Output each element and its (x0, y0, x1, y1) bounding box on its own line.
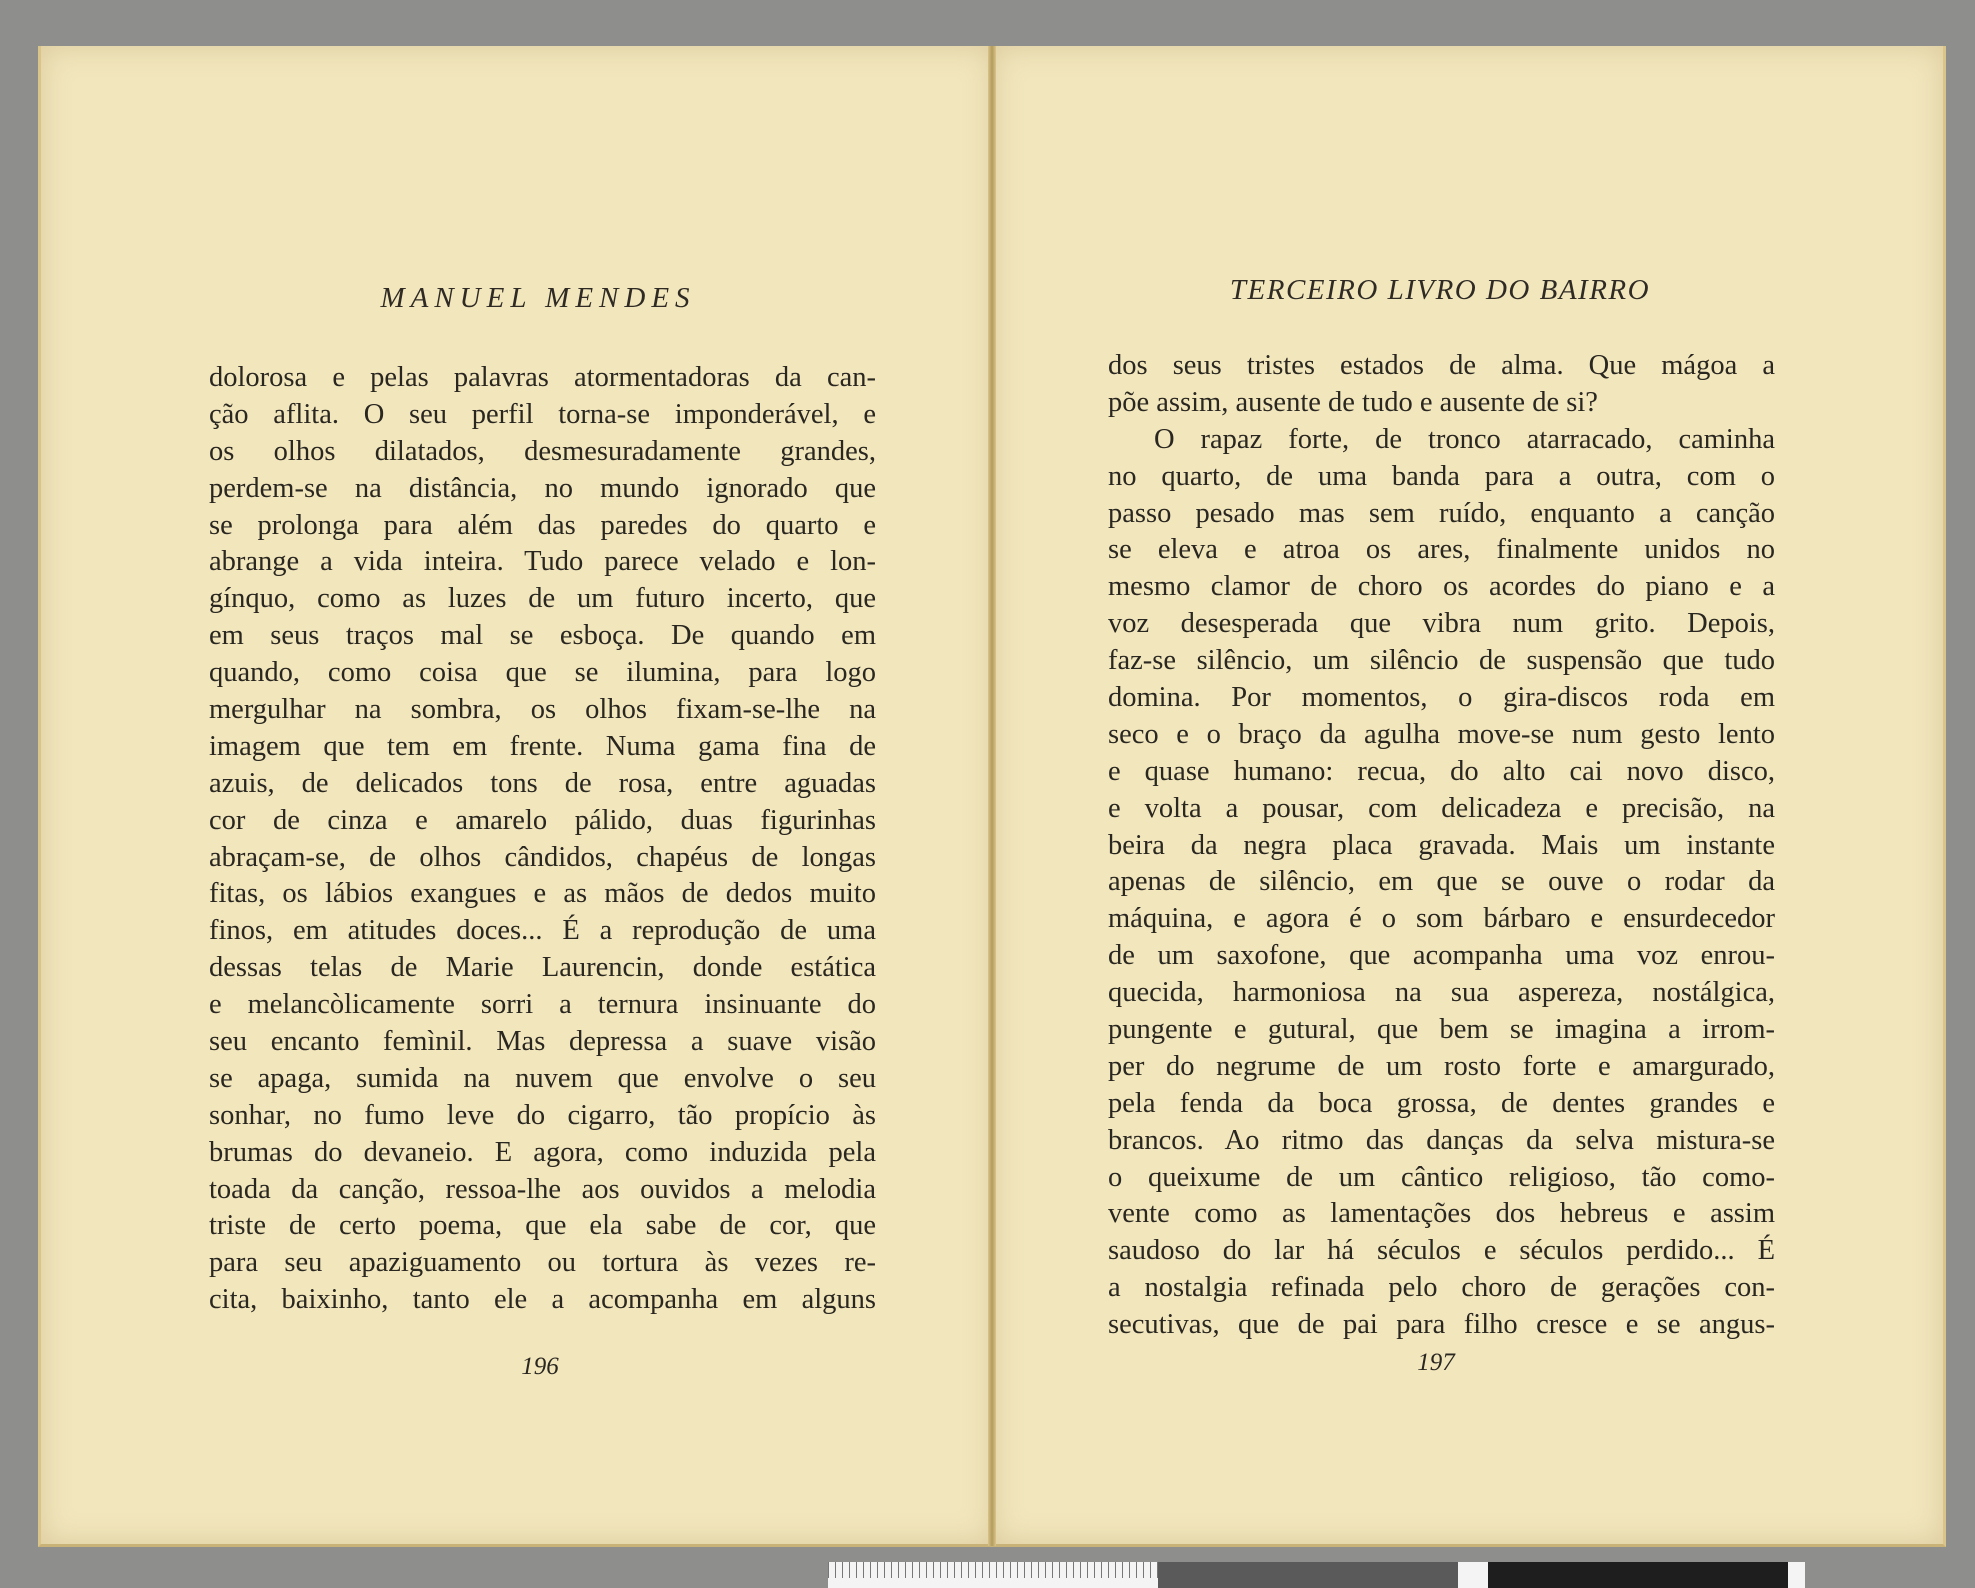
text-line: gínquo, como as luzes de um futuro incerto, que (209, 583, 876, 615)
right-page (993, 46, 1946, 1547)
text-line: finos, em atitudes doces... É a reprodução de uma (209, 915, 876, 947)
text-line: voz desesperada que vibra num grito. Depois, (1108, 608, 1775, 640)
text-line: e volta a pousar, com delicadeza e precisão, na (1108, 792, 1775, 824)
text-line: toada da canção, ressoa-lhe aos ouvidos a melodia (209, 1173, 876, 1205)
text-line: e melancòlicamente sorri a ternura insinuante do (209, 989, 876, 1021)
text-line: vente como as lamentações dos hebreus e assim (1108, 1198, 1775, 1230)
text-line: o queixume de um cântico religioso, tão como- (1108, 1161, 1775, 1193)
text-line: se apaga, sumida na nuvem que envolve o seu (209, 1062, 876, 1094)
text-line: saudoso do lar há séculos e séculos perdido... É (1108, 1235, 1775, 1267)
text-line: abrange a vida inteira. Tudo parece velado e lon- (209, 546, 876, 578)
text-line: per do negrume de um rosto forte e amargurado, (1108, 1050, 1775, 1082)
text-line: mesmo clamor de choro os acordes do piano e a (1108, 571, 1775, 603)
text-line: sonhar, no fumo leve do cigarro, tão propício às (209, 1099, 876, 1131)
text-line: quando, como coisa que se ilumina, para logo (209, 657, 876, 689)
running-head-left: MANUEL MENDES (380, 282, 696, 314)
ruler-gray-block (1158, 1562, 1458, 1588)
text-line: no quarto, de uma banda para a outra, com o (1108, 460, 1775, 492)
text-line: dolorosa e pelas palavras atormentadoras da can- (209, 362, 876, 393)
text-line: passo pesado mas sem ruído, enquanto a canção (1108, 497, 1775, 529)
text-line: O rapaz forte, de tronco atarracado, caminha (1154, 423, 1775, 455)
text-line: mergulhar na sombra, os olhos fixam-se-lhe na (209, 694, 876, 726)
text-line: apenas de silêncio, em que se ouve o rodar da (1108, 866, 1775, 898)
text-line: ção aflita. O seu perfil torna-se imponderável, e (209, 398, 876, 430)
text-line: brumas do devaneio. E agora, como induzida pela (209, 1136, 876, 1168)
page-number-left: 196 (521, 1353, 559, 1380)
text-line: para seu apaziguamento ou tortura às vezes re- (209, 1247, 876, 1279)
text-line: domina. Por momentos, o gira-discos roda em (1108, 682, 1775, 714)
text-line: pungente e gutural, que bem se imagina a irrom- (1108, 1014, 1775, 1046)
text-line: dessas telas de Marie Laurencin, donde estática (209, 952, 876, 984)
book-gutter (988, 46, 996, 1546)
text-line: beira da negra placa gravada. Mais um instante (1108, 829, 1775, 861)
text-line: perdem-se na distância, no mundo ignorado que (209, 472, 876, 504)
text-line: seco e o braço da agulha move-se num gesto lento (1108, 718, 1775, 750)
text-line: de um saxofone, que acompanha uma voz enrou- (1108, 940, 1775, 972)
text-line: e quase humano: recua, do alto cai novo disco, (1108, 755, 1775, 787)
text-line: cor de cinza e amarelo pálido, duas figurinhas (209, 804, 876, 836)
text-line: põe assim, ausente de tudo e ausente de si? (1108, 386, 1598, 418)
page-number-right: 197 (1417, 1349, 1455, 1376)
text-line: abraçam-se, de olhos cândidos, chapéus de longas (209, 841, 876, 873)
left-page-text (209, 360, 876, 1319)
text-line: azuis, de delicados tons de rosa, entre aguadas (209, 767, 876, 799)
text-line: se prolonga para além das paredes do quarto e (209, 509, 876, 541)
text-line: imagem que tem em frente. Numa gama fina de (209, 730, 876, 762)
text-line: dos seus tristes estados de alma. Que mágoa a (1108, 350, 1775, 381)
text-line: secutivas, que de pai para filho cresce e se angus- (1108, 1309, 1775, 1341)
text-line: quecida, harmoniosa na sua aspereza, nostálgica, (1108, 977, 1775, 1009)
ruler-black-block (1488, 1562, 1788, 1588)
text-line: fitas, os lábios exangues e as mãos de dedos muito (209, 878, 876, 910)
text-line: triste de certo poema, que ela sabe de cor, que (209, 1210, 876, 1242)
text-line: cita, baixinho, tanto ele a acompanha em alguns (209, 1284, 876, 1316)
scale-ruler (828, 1562, 1805, 1588)
text-line: a nostalgia refinada pelo choro de gerações con- (1108, 1272, 1775, 1304)
text-line: em seus traços mal se esboça. De quando em (209, 620, 876, 652)
text-line: máquina, e agora é o som bárbaro e ensurdecedor (1108, 903, 1775, 935)
running-head-right: TERCEIRO LIVRO DO BAIRRO (1229, 274, 1651, 306)
text-line: seu encanto femìnil. Mas depressa a suave visão (209, 1026, 876, 1058)
text-line: os olhos dilatados, desmesuradamente grandes, (209, 435, 876, 467)
ruler-ticks (828, 1562, 1158, 1578)
right-page-text (1108, 348, 1775, 1344)
text-line: brancos. Ao ritmo das danças da selva mistura-se (1108, 1124, 1775, 1156)
text-line: se eleva e atroa os ares, finalmente unidos no (1108, 534, 1775, 566)
text-line: faz-se silêncio, um silêncio de suspensão que tudo (1108, 645, 1775, 677)
text-line: pela fenda da boca grossa, de dentes grandes e (1108, 1087, 1775, 1119)
left-page (38, 46, 993, 1547)
